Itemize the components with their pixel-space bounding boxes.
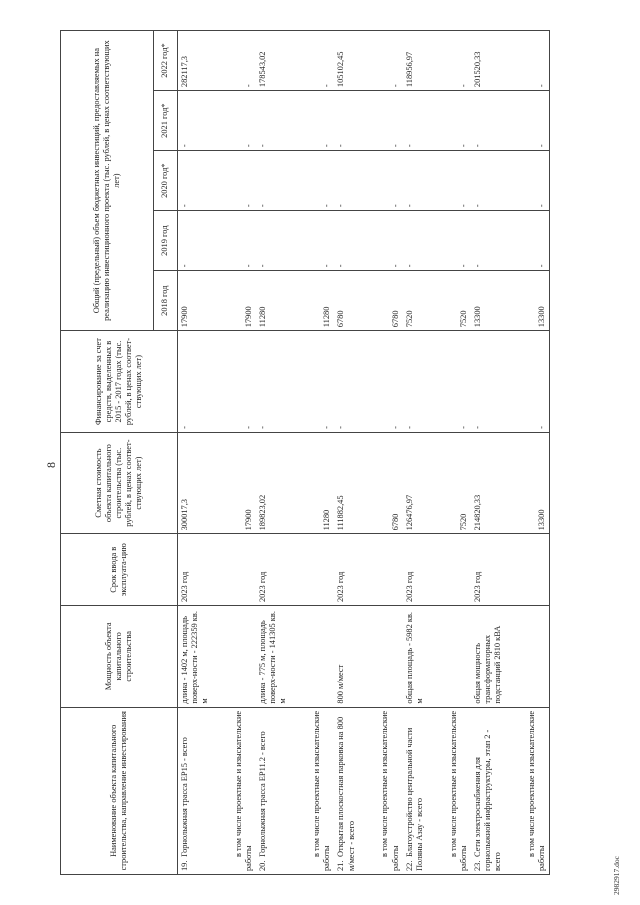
cell-year-2021: - [471,91,505,151]
cell-estimated-cost: 214820,33 [471,432,505,534]
cell-year-2018: 13300 [471,271,505,331]
cell-year-2020: - [212,151,256,211]
cell-capacity [212,606,256,708]
cell-name [256,707,290,874]
header-year-2020: 2020 год* [154,151,178,211]
row-number: 22. [404,860,414,871]
cell-year-2020: - [359,151,403,211]
cell-year-2021: - [427,91,471,151]
cell-name [427,707,471,874]
cell-year-2022: - [212,31,256,91]
object-name: Горнолыжная трасса ЕР15 - всего [180,737,189,857]
object-name: Открытая плоскостная парковка на 800 м/мест - всего [336,716,356,871]
row-number: 21. [336,860,346,871]
cell-capacity: общая мощность трансформаторных подстанций 2810 кВА [471,606,505,708]
header-year-2018: 2018 год [154,271,178,331]
cell-year-2019: - [427,211,471,271]
cell-name [471,707,505,874]
cell-year-2021: - [178,91,213,151]
cell-year-2020: - [256,151,290,211]
object-name: в том числе проектные и изыскательские работы [526,710,546,871]
header-estimated-cost: Сметная стоимость объекта капитального строительства (тыс. рублей, в ценах соответ-ствующих лет) [61,432,178,534]
table-subrow [212,31,256,875]
cell-year-2018: 17900 [212,271,256,331]
cell-financing-2015-2017: - [212,331,256,433]
cell-year-2022: 118956,97 [403,31,427,91]
cell-financing-2015-2017: - [178,331,213,433]
cell-year-2019: - [403,211,427,271]
cell-commissioning: 2023 год [471,534,505,606]
object-name: Горнолыжная трасса ЕР11.2 - всего [258,731,268,857]
cell-year-2018: 11280 [290,271,334,331]
cell-name [359,707,403,874]
cell-name [290,707,334,874]
cell-year-2021: - [290,91,334,151]
cell-capacity [359,606,403,708]
cell-estimated-cost: 189823,02 [256,432,290,534]
cell-year-2019: - [256,211,290,271]
cell-capacity: общая площадь - 5982 кв. м [403,606,427,708]
object-name: в том числе проектные и изыскательские работы [234,710,254,871]
cell-commissioning [212,534,256,606]
cell-capacity: длина - 1402 м, площадь поверх-ности - 222359 кв. м [178,606,213,708]
row-number: 19. [180,860,189,871]
table-body [178,31,550,875]
cell-year-2019: - [471,211,505,271]
row-number: 23. [472,860,482,871]
table-subrow [427,31,471,875]
cell-year-2019: - [178,211,213,271]
cell-capacity [290,606,334,708]
cell-commissioning: 2023 год [256,534,290,606]
header-year-2022: 2022 год* [154,31,178,91]
cell-year-2019: - [290,211,334,271]
investment-table [60,30,550,875]
cell-estimated-cost: 13300 [505,432,550,534]
cell-capacity [427,606,471,708]
header-year-2021: 2021 год* [154,91,178,151]
cell-name [178,707,213,874]
cell-year-2021: - [505,91,550,151]
table-row [256,31,290,875]
cell-year-2021: - [403,91,427,151]
cell-financing-2015-2017: - [290,331,334,433]
cell-name [403,707,427,874]
header-name: Наименование объекта капитального строительства, направление инвестирования [61,707,178,874]
table-row [403,31,427,875]
cell-commissioning: 2023 год [334,534,358,606]
cell-financing-2015-2017: - [505,331,550,433]
object-name: в том числе проектные и изыскательские работы [312,710,332,871]
cell-year-2022: - [505,31,550,91]
cell-year-2022: - [359,31,403,91]
object-name: Благоустройство центральной части Поляны Азау - всего [404,727,424,871]
cell-year-2021: - [359,91,403,151]
cell-capacity: 800 м/мест [334,606,358,708]
header-year-2019: 2019 год [154,211,178,271]
cell-capacity [505,606,550,708]
cell-name [334,707,358,874]
cell-commissioning: 2023 год [403,534,427,606]
footer-filename: 2982917.doc [612,856,621,895]
cell-name [505,707,550,874]
page-number: 8 [44,462,58,468]
cell-year-2022: - [427,31,471,91]
cell-year-2022: - [290,31,334,91]
cell-name [212,707,256,874]
cell-estimated-cost: 7520 [427,432,471,534]
cell-year-2020: - [403,151,427,211]
table-subrow [505,31,550,875]
cell-year-2018: 7520 [403,271,427,331]
cell-commissioning [427,534,471,606]
cell-commissioning [290,534,334,606]
header-capacity: Мощность объекта капитального строительства [61,606,178,708]
cell-year-2018: 11280 [256,271,290,331]
cell-year-2021: - [334,91,358,151]
table-row [471,31,505,875]
cell-year-2020: - [334,151,358,211]
row-number: 20. [258,860,268,871]
cell-year-2018: 6780 [334,271,358,331]
cell-estimated-cost: 17900 [212,432,256,534]
cell-financing-2015-2017: - [427,331,471,433]
cell-financing-2015-2017: - [334,331,358,433]
cell-estimated-cost: 126476,97 [403,432,427,534]
cell-year-2018: 13300 [505,271,550,331]
table-subrow [359,31,403,875]
cell-financing-2015-2017: - [256,331,290,433]
cell-year-2020: - [178,151,213,211]
cell-year-2018: 7520 [427,271,471,331]
header-financing-2015-2017: Финансирование за счет средств, выделенных в 2015 - 2017 годах (тыс. рублей, в ценах соответ-ствующих лет) [61,331,178,433]
cell-estimated-cost: 300017,3 [178,432,213,534]
cell-year-2018: 17900 [178,271,213,331]
cell-estimated-cost: 6780 [359,432,403,534]
cell-commissioning: 2023 год [178,534,213,606]
cell-year-2022: 201520,33 [471,31,505,91]
cell-year-2021: - [212,91,256,151]
header-total-volume: Общий (предельный) объем бюджетных инвестиций, предоставляемых на реализацию инвестиционного проекта (тыс. рублей, в ценах соответствующих лет) [61,31,154,331]
cell-commissioning [359,534,403,606]
object-name: в том числе проектные и изыскательские работы [448,710,468,871]
cell-year-2020: - [505,151,550,211]
cell-year-2018: 6780 [359,271,403,331]
cell-year-2020: - [290,151,334,211]
cell-year-2020: - [427,151,471,211]
cell-commissioning [505,534,550,606]
cell-year-2019: - [505,211,550,271]
cell-year-2019: - [212,211,256,271]
cell-year-2020: - [471,151,505,211]
cell-year-2019: - [359,211,403,271]
cell-estimated-cost: 11280 [290,432,334,534]
cell-financing-2015-2017: - [471,331,505,433]
cell-year-2022: 178543,02 [256,31,290,91]
table-row [334,31,358,875]
table-row [178,31,213,875]
table-subrow [290,31,334,875]
cell-capacity: длина - 775 м, площадь поверх-ности - 141305 кв. м [256,606,290,708]
cell-estimated-cost: 111882,45 [334,432,358,534]
header-commissioning: Срок ввода в эксплуата-цию [61,534,178,606]
object-name: Сети электроснабжения для горнолыжной инфраструктуры, этап 2 - всего [472,729,502,871]
cell-year-2019: - [334,211,358,271]
cell-financing-2015-2017: - [403,331,427,433]
cell-financing-2015-2017: - [359,331,403,433]
cell-year-2021: - [256,91,290,151]
cell-year-2022: 282117,3 [178,31,213,91]
cell-year-2022: 105102,45 [334,31,358,91]
object-name: в том числе проектные и изыскательские работы [380,710,400,871]
